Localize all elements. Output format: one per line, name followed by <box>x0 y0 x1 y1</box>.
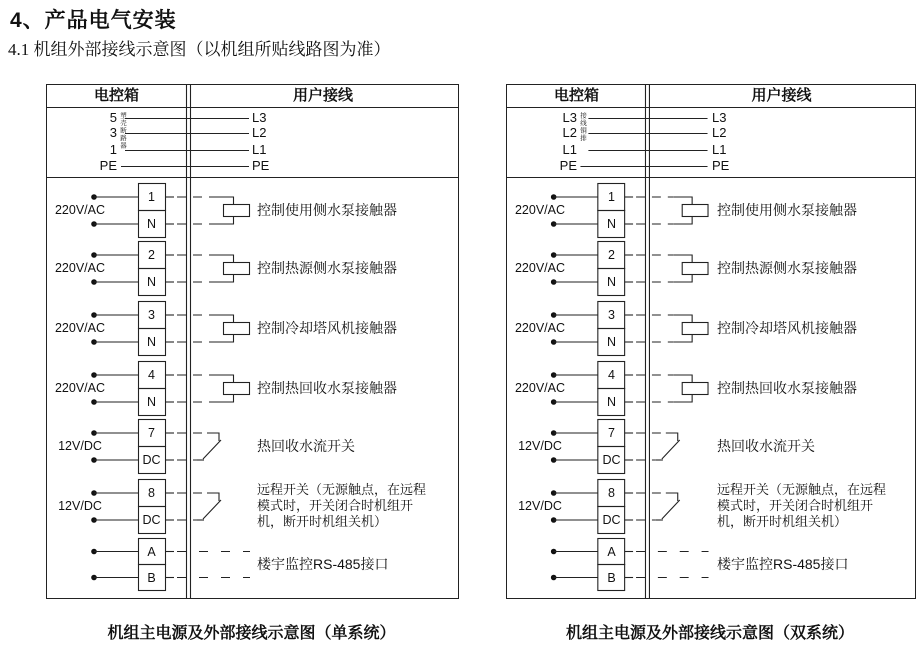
terminal-cell: 2 <box>148 248 155 262</box>
row-label: 控制热源侧水泵接触器 <box>257 260 397 276</box>
terminal-cell: 8 <box>608 486 615 500</box>
voltage-label: 220V/AC <box>54 261 106 275</box>
voltage-label: 12V/DC <box>58 499 102 513</box>
power-terminal: L2 <box>562 125 577 140</box>
section-subtitle: 4.1 机组外部接线示意图（以机组所贴线路图为准） <box>8 40 391 59</box>
voltage-label: 220V/AC <box>514 203 566 217</box>
rs485-label: 楼宇监控RS-485接口 <box>717 556 849 572</box>
terminal-cell: N <box>606 217 617 231</box>
row-use-side-pump <box>91 184 249 238</box>
power-line-label: L2 <box>712 125 727 140</box>
power-terminal: PE <box>99 158 117 173</box>
power-line-label: L1 <box>712 142 727 157</box>
wiring-diagram-double-system <box>506 84 916 599</box>
terminal-cell: DC <box>142 513 161 527</box>
busbar-label: 接线铜排 <box>579 112 586 142</box>
caption-single-system: 机组主电源及外部接线示意图（单系统） <box>107 625 396 642</box>
row-label: 控制冷却塔风机接触器 <box>257 320 397 336</box>
power-terminal: L3 <box>562 110 577 125</box>
row-rs485 <box>551 539 709 591</box>
terminal-cell: N <box>146 217 157 231</box>
voltage-label: 12V/DC <box>518 439 562 453</box>
power-line-label: L3 <box>712 110 727 125</box>
power-terminal: PE <box>559 158 577 173</box>
section-title: 4、产品电气安装 <box>10 9 177 32</box>
terminal-cell: A <box>147 545 156 559</box>
voltage-label: 220V/AC <box>514 381 566 395</box>
terminal-cell: 1 <box>148 190 155 204</box>
row-label: 控制热源侧水泵接触器 <box>717 260 857 276</box>
terminal-cell: A <box>607 545 616 559</box>
header-user-wiring: 用户接线 <box>751 87 812 104</box>
power-wires <box>580 119 707 167</box>
row-label: 远程开关（无源触点，在远程模式时，开关闭合时机组开机，断开时机组关机） <box>257 482 427 529</box>
power-terminal: 5 <box>109 110 117 125</box>
terminal-cell: N <box>606 395 617 409</box>
row-heat-source-pump <box>551 242 708 296</box>
voltage-label: 220V/AC <box>514 321 566 335</box>
row-rs485 <box>91 539 250 591</box>
row-heat-recovery-pump <box>91 362 249 416</box>
wiring-diagram-single-system <box>46 84 459 599</box>
row-label: 热回收水流开关 <box>717 438 815 454</box>
row-use-side-pump <box>551 184 708 238</box>
power-line-label: PE <box>252 158 270 173</box>
caption-double-system: 机组主电源及外部接线示意图（双系统） <box>565 625 854 642</box>
terminal-cell: B <box>147 571 156 585</box>
voltage-label: 12V/DC <box>518 499 562 513</box>
row-label: 控制热回收水泵接触器 <box>257 380 397 396</box>
terminal-cell: N <box>146 335 157 349</box>
row-cooling-tower-fan <box>91 302 249 356</box>
header-control-box: 电控箱 <box>93 87 139 104</box>
voltage-label: 12V/DC <box>58 439 102 453</box>
row-label: 控制使用侧水泵接触器 <box>717 202 857 218</box>
row-label: 热回收水流开关 <box>257 438 355 454</box>
row-label: 控制冷却塔风机接触器 <box>717 320 857 336</box>
row-label: 控制热回收水泵接触器 <box>717 380 857 396</box>
breaker-label: 塑壳断路器 <box>119 112 126 150</box>
terminal-cell: N <box>146 275 157 289</box>
row-cooling-tower-fan <box>551 302 708 356</box>
terminal-cell: DC <box>602 513 621 527</box>
terminal-cell: DC <box>142 453 161 467</box>
voltage-label: 220V/AC <box>54 203 106 217</box>
power-wires <box>121 119 249 167</box>
terminal-cell: 7 <box>608 426 615 440</box>
rs485-label: 楼宇监控RS-485接口 <box>257 556 389 572</box>
power-terminal: 3 <box>109 125 117 140</box>
terminal-cell: 4 <box>608 368 615 382</box>
power-line-label: L3 <box>252 110 267 125</box>
voltage-label: 220V/AC <box>54 381 106 395</box>
terminal-cell: 4 <box>148 368 155 382</box>
power-line-label: L2 <box>252 125 267 140</box>
power-terminal: L1 <box>562 142 577 157</box>
power-terminal: 1 <box>109 142 117 157</box>
terminal-cell: 3 <box>148 308 155 322</box>
voltage-label: 220V/AC <box>54 321 106 335</box>
power-line-label: L1 <box>252 142 267 157</box>
terminal-cell: 3 <box>608 308 615 322</box>
terminal-cell: 2 <box>608 248 615 262</box>
header-user-wiring: 用户接线 <box>292 87 353 104</box>
header-control-box: 电控箱 <box>553 87 599 104</box>
terminal-cell: N <box>146 395 157 409</box>
terminal-cell: 7 <box>148 426 155 440</box>
row-label: 远程开关（无源触点，在远程模式时，开关闭合时机组开机，断开时机组关机） <box>717 482 887 529</box>
terminal-cell: 1 <box>608 190 615 204</box>
terminal-cell: DC <box>602 453 621 467</box>
terminal-cell: N <box>606 335 617 349</box>
row-label: 控制使用侧水泵接触器 <box>257 202 397 218</box>
terminal-cell: N <box>606 275 617 289</box>
voltage-label: 220V/AC <box>514 261 566 275</box>
power-line-label: PE <box>712 158 730 173</box>
row-heat-recovery-pump <box>551 362 708 416</box>
terminal-cell: B <box>607 571 616 585</box>
terminal-cell: 8 <box>148 486 155 500</box>
row-heat-source-pump <box>91 242 249 296</box>
